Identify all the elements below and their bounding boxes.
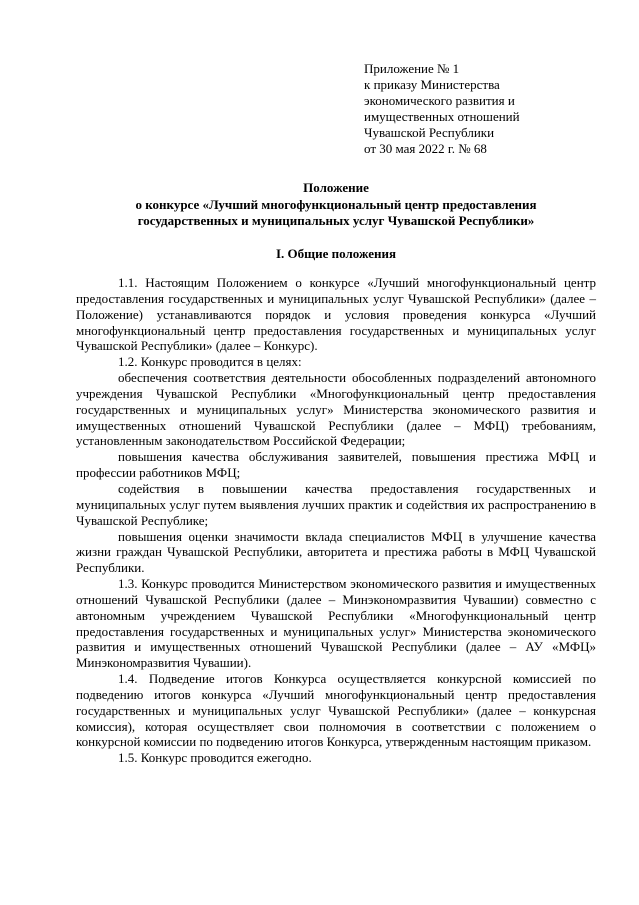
paragraph-1-5: 1.5. Конкурс проводится ежегодно. [118, 750, 312, 766]
document-body [76, 275, 596, 766]
document-title-line: Положение [303, 180, 369, 195]
document-title-line: государственных и муниципальных услуг Чувашской Республики» [137, 213, 535, 228]
paragraph-1-4: 1.4. Подведение итогов Конкурса осуществляется конкурсной комиссией по подведению итогов конкурса «Лучший многофункциональный центр предоставления государственных и муниципальных услуг Чувашской Республики» (далее – конкурсная комиссия), которая осуществляет свои полномочия в соответствии с положением о конкурсной комиссии по подведению итогов Конкурса, утвержденным настоящим приказом. [76, 671, 596, 750]
section-heading: I. Общие положения [276, 246, 396, 261]
appendix-block [364, 61, 624, 157]
appendix-line: Приложение № 1 [364, 61, 460, 76]
document-title [76, 180, 596, 230]
paragraph-goal-2: повышения качества обслуживания заявителей, повышения престижа МФЦ и профессии работников МФЦ; [76, 449, 596, 481]
appendix-line: к приказу Министерства [364, 77, 500, 92]
paragraph-1-2: 1.2. Конкурс проводится в целях: [118, 354, 302, 370]
appendix-line: экономического развития и [364, 93, 515, 108]
appendix-line: Чувашской Республики [364, 125, 495, 140]
appendix-line: от 30 мая 2022 г. № 68 [364, 141, 487, 156]
paragraph-1-3: 1.3. Конкурс проводится Министерством экономического развития и имущественных отношений Чувашской Республики (далее – Минэкономразвития Чувашии) совместно с автономным учреждением Чувашской Республики «Многофункциональный центр предоставления государственных и муниципальных услуг» Министерства экономического развития и имущественных отношений Чувашской Республики (далее – АУ «МФЦ» Минэкономразвития Чувашии). [76, 576, 596, 671]
paragraph-goal-3: содействия в повышении качества предоставления государственных и муниципальных услуг путем выявления лучших практик и содействия их распространению в Чувашской Республике; [76, 480, 596, 528]
paragraph-goal-4: повышения оценки значимости вклада специалистов МФЦ в улучшение качества жизни граждан Чувашской Республики, авторитета и престижа работы в МФЦ Чувашской Республики. [76, 528, 596, 576]
appendix-line: имущественных отношений [364, 109, 520, 124]
paragraph-1-1: 1.1. Настоящим Положением о конкурсе «Лучший многофункциональный центр предоставления государственных и муниципальных услуг Чувашской Республики» (далее – Положение) устанавливаются порядок и условия проведения конкурса «Лучший многофункциональный центр предоставления государственных и муниципальных услуг Чувашской Республики» (далее – Конкурс). [76, 275, 596, 354]
document-title-line: о конкурсе «Лучший многофункциональный центр предоставления [135, 196, 537, 212]
paragraph-goal-1: обеспечения соответствия деятельности обособленных подразделений автономного учреждения Чувашской Республики «Многофункциональный центр предоставления государственных и муниципальных услуг» Министерства экономического развития и имущественных отношений Чувашской Республики (далее – МФЦ) требованиям, установленным законодательством Российской Федерации; [76, 370, 596, 449]
